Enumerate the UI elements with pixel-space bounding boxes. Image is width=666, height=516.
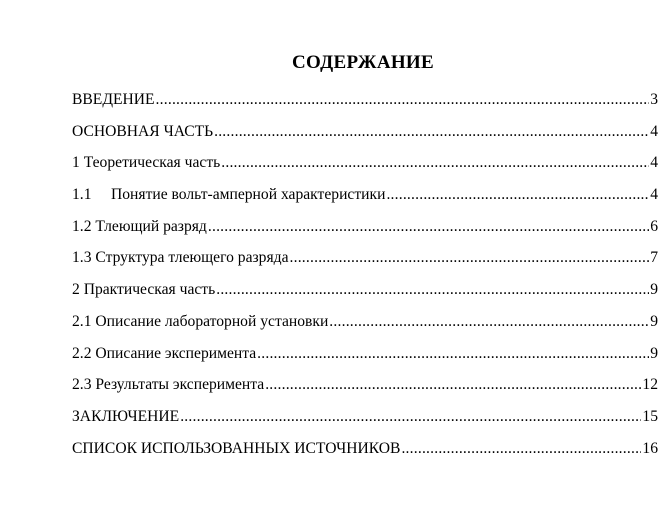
toc-leader-dots: [401, 437, 641, 461]
toc-entry-label: СПИСОК ИСПОЛЬЗОВАННЫХ ИСТОЧНИКОВ: [72, 439, 401, 457]
toc-entry-main-part: [72, 120, 658, 152]
toc-entry-theory: [72, 151, 658, 183]
toc-leader-dots: [180, 405, 641, 429]
toc-page-number: 6: [650, 217, 658, 235]
toc-leader-dots: [257, 342, 649, 366]
toc-leader-dots: [221, 151, 649, 175]
toc-entry-label: 1.2 Тлеющий разряд: [72, 217, 207, 235]
toc-page-number: 7: [650, 249, 658, 267]
toc-page-number: 9: [650, 281, 658, 299]
toc-entry-1-1: [72, 183, 658, 215]
toc-title: СОДЕРЖАНИЕ: [292, 52, 434, 73]
toc-leader-dots: [290, 246, 650, 270]
toc-entry-number: 1.1: [72, 186, 92, 204]
toc-leader-dots: [265, 373, 641, 397]
toc-entry-1-2: [72, 215, 658, 247]
toc-entry-label: 2.3 Результаты эксперимента: [72, 376, 265, 394]
toc-entry-label: 2.1 Описание лабораторной установки: [72, 312, 329, 330]
toc-entry-label: ЗАКЛЮЧЕНИЕ: [72, 407, 180, 425]
toc-leader-dots: [329, 310, 649, 334]
toc-entry-2-1: [72, 310, 658, 342]
toc-leader-dots: [214, 120, 649, 144]
toc-entry-2-2: [72, 342, 658, 374]
toc-leader-dots: [386, 183, 649, 207]
toc-entry-label: 1.3 Структура тлеющего разряда: [72, 249, 289, 267]
toc-page-number: 4: [650, 154, 658, 172]
toc-entry-label: ВВЕДЕНИЕ: [72, 91, 155, 108]
toc-page-number: 12: [642, 376, 658, 394]
toc-page-number: 4: [650, 122, 658, 140]
toc-entry-label: 2 Практическая часть: [72, 281, 216, 299]
toc-page-number: 4: [650, 186, 658, 204]
toc-entry-label: ОСНОВНАЯ ЧАСТЬ: [72, 122, 214, 140]
toc-entry-label: 1 Теоретическая часть: [72, 154, 221, 172]
toc-entry-introduction: [72, 88, 658, 120]
toc-entry-label: 2.2 Описание эксперимента: [72, 344, 257, 362]
toc-entry-2-3: [72, 373, 658, 405]
toc-list: [72, 88, 658, 468]
toc-leader-dots: [156, 88, 650, 112]
toc-entry-conclusion: [72, 405, 658, 437]
toc-page-number: 15: [642, 407, 658, 425]
toc-entry-references: [72, 437, 658, 469]
toc-entry-label: [72, 183, 385, 207]
toc-entry-1-3: [72, 246, 658, 278]
toc-leader-dots: [216, 278, 649, 302]
toc-page-number: 9: [650, 344, 658, 362]
toc-leader-dots: [208, 215, 649, 239]
toc-entry-practice: [72, 278, 658, 310]
toc-page-number: 3: [650, 91, 658, 108]
toc-entry-text: Понятие вольт-амперной характеристики: [111, 186, 386, 204]
toc-page-number: 9: [650, 312, 658, 330]
toc-page-number: 16: [642, 439, 658, 457]
